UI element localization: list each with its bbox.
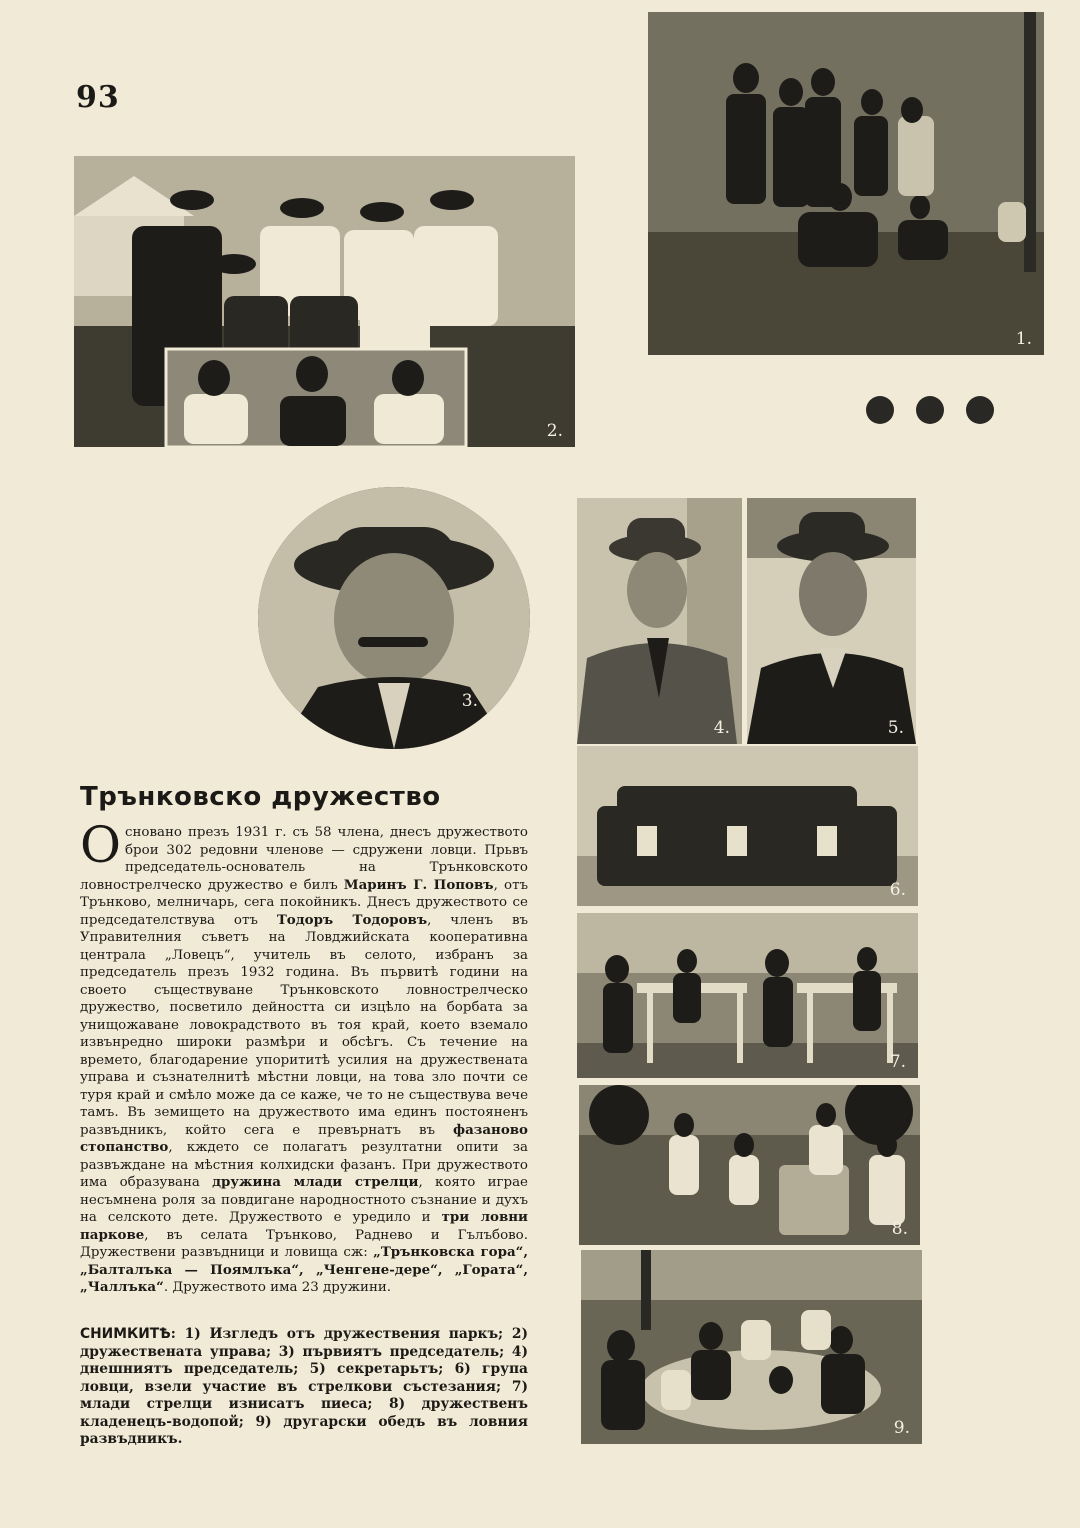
photo-8 — [579, 1085, 920, 1245]
photo-number: 1. — [1015, 329, 1032, 349]
article-body — [80, 816, 528, 1297]
body-text-segment: , отъ Трънково, мелничарь, сега покойникъ. Днесъ дружеството се председателствува отъ — [80, 877, 528, 928]
photo-number: 7. — [889, 1052, 906, 1072]
bold-name: Маринъ Г. Поповъ — [343, 876, 494, 893]
photo-number: 6. — [889, 880, 906, 900]
photo-7 — [577, 913, 918, 1078]
decorative-dots — [866, 396, 994, 424]
photo-number: 9. — [893, 1418, 910, 1438]
captions-label: СНИМКИТѢ — [80, 1326, 171, 1342]
body-text-segment: , членъ въ Управителния съветъ на Ловджийската кооперативна централа „Ловецъ“, учитель въ селото, избранъ за председатель презъ 1932 година. Въ първитѣ години на своето съществуване Трънковското ловнострелческо дружество, посветило дейността си изцѣло на борбата за унищожаване ловокрадството въ тоя край, което вземало извънредно широки размѣри и обсѣгъ. Съ течение на времето, благодарение упорититѣ усилия на дружествената управа и съзнателнитѣ мѣстни ловци, на това зло почти се туря край и смѣло може да се каже, че то не съществува вече тамъ. Въ земището на дружеството има единъ постояненъ развъдникъ, който сега е превърнатъ въ — [80, 912, 528, 1138]
bold-name: Тодоръ Тодоровъ — [276, 911, 428, 928]
photo-2 — [74, 156, 575, 447]
dot-icon — [966, 396, 994, 424]
photo-9 — [581, 1250, 922, 1444]
dot-icon — [866, 396, 894, 424]
body-text-segment: сновано презъ 1931 г. съ 58 члена, днесъ дружеството брои 302 редовни членове — сдружени ловци. Прьвъ председатель-основатель на Трънковското ловнострелческо дружество е билъ — [80, 825, 528, 893]
bold-term: три ловни паркове — [80, 1209, 528, 1243]
body-text-segment: , въ селата Трънково, Раднево и Гълъбово. Дружествени развъдници и ловища сж: — [80, 1227, 528, 1260]
captions-text: : 1) Изгледъ отъ дружествения паркъ; 2) дружествената управа; 3) първиятъ председатель; 4) днешниятъ председатель; 5) секретарьтъ; 6) група ловци, взели участие въ стрелкови състезания; 7) млади стрелци изнисатъ пиеса; 8) дружественъ кладенецъ-водопой; 9) другарски обедъ въ ловния развъдникъ. — [80, 1326, 528, 1447]
photo-3 — [258, 487, 530, 749]
page-number: 93 — [76, 80, 120, 115]
body-text-segment: , кждето се полагатъ резултатни опити за развъждане на мѣстния колхидски фазанъ. При дружеството има образувана — [80, 1140, 528, 1190]
bold-term: фазаново стопанство — [80, 1121, 528, 1155]
photo-5 — [747, 498, 916, 744]
photo-number: 3. — [461, 691, 478, 711]
photo-number: 2. — [546, 421, 563, 441]
photo-number: 8. — [891, 1219, 908, 1239]
photo-1 — [648, 12, 1044, 355]
photo-number: 4. — [713, 718, 730, 738]
photo-captions — [80, 1326, 528, 1449]
photo-number: 5. — [887, 718, 904, 738]
dot-icon — [916, 396, 944, 424]
article-title: Трънковско дружество — [80, 782, 441, 812]
photo-6 — [577, 746, 918, 906]
body-text-segment: , която играе несъмнена роля за повдигане народностното съзнание и духъ на селското дете. Дружеството е уредило и — [80, 1175, 528, 1225]
photo-4 — [577, 498, 742, 744]
bold-term: дружина млади стрелци — [212, 1174, 419, 1190]
drop-cap: О — [80, 816, 121, 874]
bold-term: „Трънковска гора“, „Балталъка — Поямлъка“, „Ченгене-дере“, „Гората“, „Чаллъка“ — [80, 1244, 528, 1295]
body-text-segment: . Дружеството има 23 дружини. — [163, 1280, 392, 1295]
